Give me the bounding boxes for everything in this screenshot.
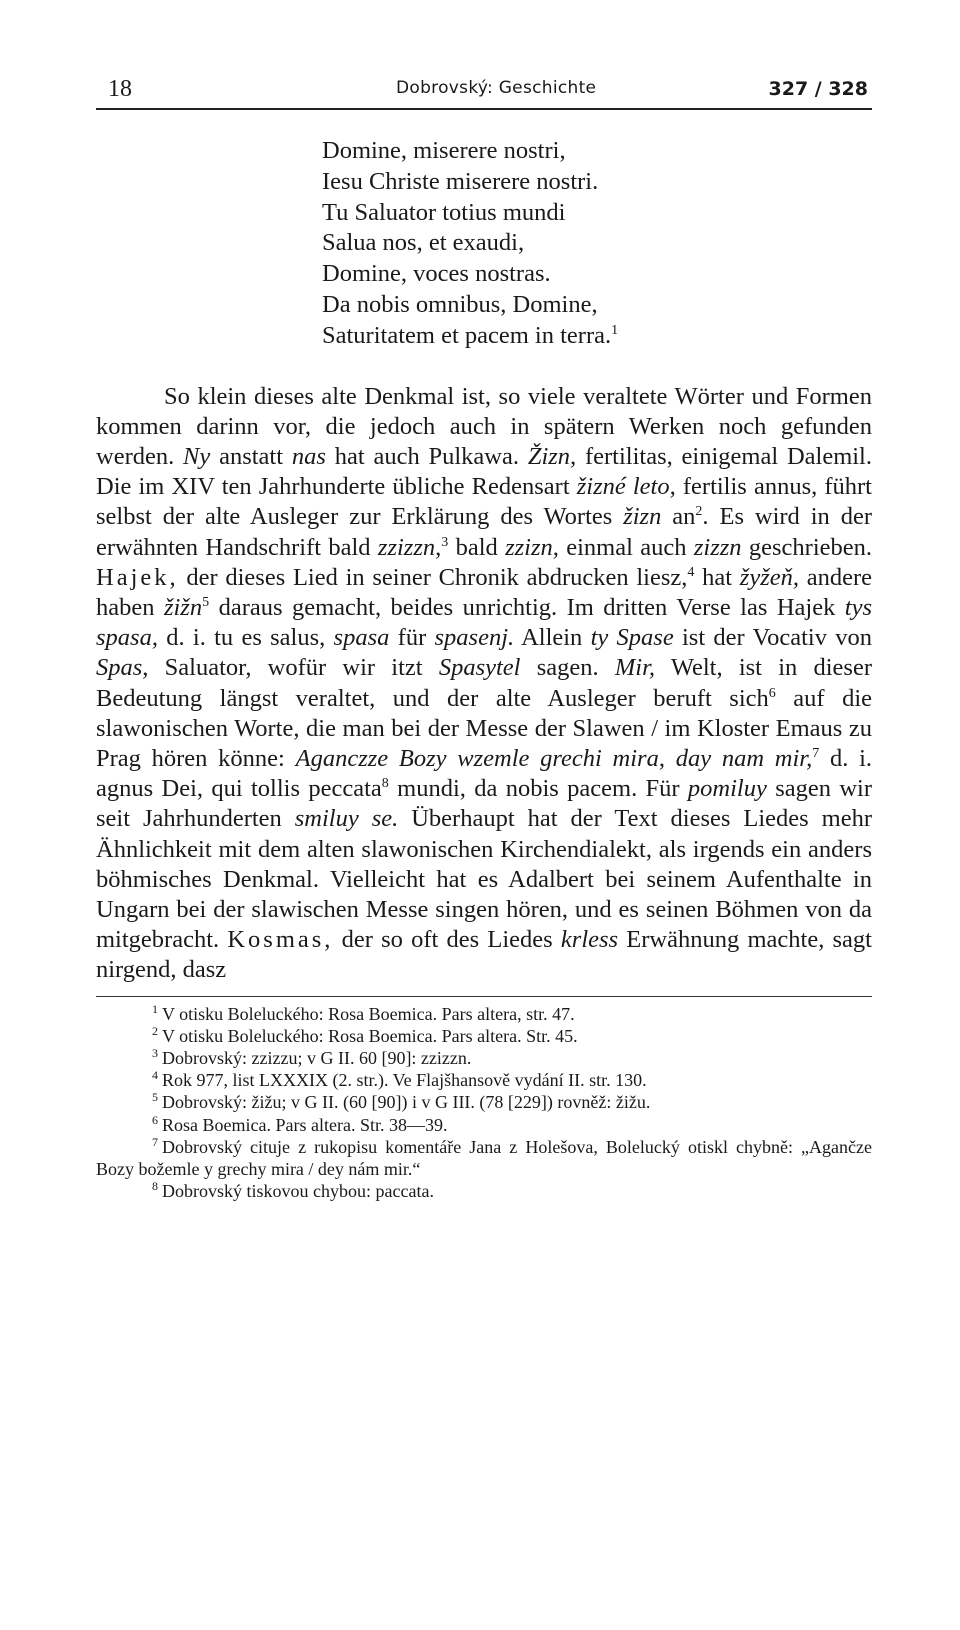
italic-term: žyžeň,	[739, 563, 799, 591]
text-run: Erwähnung machte, sagt nirgend, dasz	[96, 926, 872, 984]
poem-line-last	[322, 321, 872, 352]
text-run: ist der Vocativ von	[673, 624, 872, 652]
italic-term: spasenj.	[434, 624, 515, 652]
footnote-number: 3	[152, 1046, 158, 1061]
footnote-ref: 4	[687, 564, 695, 580]
italic-term: Spas,	[96, 654, 149, 682]
page-header	[96, 76, 872, 110]
footnote-number: 7	[152, 1134, 158, 1149]
text-run: So klein dieses alte Denkmal ist, so viele veraltete Wörter und Formen kommen darinn vor, die jedoch auch in spätern Werken noch gefunden werden.	[96, 382, 872, 470]
text-run: fertilitas, einigemal Dalemil. Die im XIV ten Jahrhunderte übliche Redensart	[96, 442, 872, 501]
footnote-ref: 2	[695, 504, 703, 520]
poem	[322, 136, 872, 352]
italic-term: žizné leto,	[576, 473, 676, 501]
text-run: anstatt	[210, 442, 292, 470]
footnote-ref: 7	[812, 745, 820, 761]
footnote	[96, 1003, 872, 1025]
italic-term: žizn	[623, 503, 662, 531]
text-run: d. i. agnus Dei, qui tollis peccata	[96, 745, 872, 803]
text-run: Welt, ist in dieser Bedeutung längst veraltet, und der alte Ausleger beruft sich	[96, 654, 872, 712]
poem-line: Domine, voces nostras.	[322, 260, 551, 288]
text-run: einmal auch	[558, 533, 694, 561]
poem-line: Salua nos, et exaudi,	[322, 229, 525, 257]
spaced-name: Hajek,	[96, 563, 179, 591]
text-run: . Es wird in der erwähnten Handschrift bald	[96, 503, 873, 561]
footnote-text: V otisku Boleluckého: Rosa Boemica. Pars altera, str. 47.	[162, 1003, 575, 1024]
spaced-name: Kosmas,	[227, 926, 334, 954]
text-run: mundi, da nobis pacem. Für	[388, 775, 688, 803]
footnote-text: Dobrovský: zzizzu; v G II. 60 [90]: zzizzn.	[162, 1048, 472, 1069]
text-run: für	[389, 624, 435, 652]
page-reference: 327 / 328	[768, 78, 868, 100]
footnote	[96, 1180, 872, 1202]
italic-term: smiluy se.	[294, 805, 399, 833]
italic-term: zizzn	[693, 533, 742, 561]
italic-term: Spasytel	[438, 654, 521, 682]
italic-term: pomiluy	[687, 775, 767, 803]
italic-term: krless	[560, 926, 619, 954]
page	[96, 76, 872, 1202]
italic-term: Aganczze Bozy wzemle grechi mira, day nam mir,	[295, 745, 813, 773]
footnote-number: 6	[152, 1112, 158, 1127]
text-run: bald	[448, 533, 506, 561]
body-text	[96, 382, 872, 986]
footnote-text: Rosa Boemica. Pars altera. Str. 38—39.	[162, 1114, 448, 1135]
text-run: hat auch Pulkawa.	[325, 442, 528, 470]
footnote	[96, 1069, 872, 1091]
footnote-text: V otisku Boleluckého: Rosa Boemica. Pars altera. Str. 45.	[162, 1025, 578, 1046]
footnote-number: 1	[152, 1001, 158, 1016]
text-run: geschrieben.	[741, 533, 872, 561]
footnote-text: Dobrovský: žižu; v G II. (60 [90]) i v G III. (78 [229]) rovněž: žižu.	[162, 1092, 651, 1113]
footnote-number: 4	[152, 1068, 158, 1083]
footnote-text: Dobrovský tiskovou chybou: paccata.	[162, 1181, 434, 1202]
paragraph	[96, 382, 872, 986]
footnote-ref: 8	[381, 776, 389, 792]
text-run: fertilis annus, führt selbst der alte Ausleger zur Erklärung des Wortes	[96, 473, 872, 531]
footnote	[96, 1136, 872, 1180]
footnote	[96, 1025, 872, 1047]
text-run: Überhaupt hat der Text dieses Liedes mehr Ähnlichkeit mit dem alten slawonischen Kirchendialekt, als irgends ein anders böhmisches Denkmal. Vielleicht hat es Adalbert bei seinem Aufenthalte in Ungarn bei der slawischen Messe singen hören, und es seinen Böhmen von da mitgebracht.	[96, 805, 872, 954]
poem-line: Iesu Christe miserere nostri.	[322, 167, 599, 195]
footnote	[96, 1114, 872, 1136]
footnote-number: 2	[152, 1023, 158, 1038]
footnote-number: 5	[152, 1090, 158, 1105]
text-run: sagen.	[520, 654, 615, 682]
text-run: andere haben	[96, 563, 872, 621]
footnote	[96, 1091, 872, 1113]
footnote-text: Rok 977, list LXXXIX (2. str.). Ve Flajšhansově vydání II. str. 130.	[162, 1070, 647, 1091]
footnote-text: Dobrovský cituje z rukopisu komentáře Jana z Holešova, Bolelucký otiskl chybně: „Agančze Bozy božemle y grechy mira / dey nám mir.“	[96, 1136, 872, 1180]
footnote-ref: 6	[768, 685, 776, 701]
footnotes	[96, 1003, 872, 1203]
footnote-ref: 3	[441, 534, 449, 550]
running-title: Dobrovský: Geschichte	[396, 78, 597, 98]
italic-term: Žizn,	[527, 442, 577, 470]
page-number: 18	[108, 76, 132, 102]
italic-term: spasa	[333, 624, 390, 652]
poem-line: Domine, miserere nostri,	[322, 137, 566, 164]
footnote-ref: 5	[202, 594, 210, 610]
footnote-number: 8	[152, 1179, 158, 1194]
text-run: sagen wir seit Jahrhunderten	[96, 775, 872, 833]
text-run: d. i. tu es salus,	[157, 624, 334, 652]
italic-term: Ny	[183, 442, 211, 470]
italic-term: tys spasa,	[96, 594, 872, 652]
italic-term: Mir,	[614, 654, 656, 682]
text-run: Allein	[514, 624, 591, 652]
text-run: daraus gemacht, beides unrichtig. Im dritten Verse las Hajek	[209, 594, 845, 621]
italic-term: zzizn,	[505, 533, 559, 561]
footnote-ref: 1	[611, 322, 619, 338]
footnote	[96, 1047, 872, 1069]
text-run: Saluator, wofür wir itzt	[148, 654, 439, 682]
text-run: auf die slawonischen Worte, die man bei der Messe der Slawen / im Kloster Emaus zu Prag hören könne:	[96, 684, 872, 773]
text-run: an	[661, 503, 696, 531]
text-run: der so oft des Liedes	[333, 926, 561, 954]
italic-term: nas	[291, 442, 326, 470]
text-run: hat	[694, 563, 740, 591]
poem-line: Tu Saluator totius mundi	[322, 198, 566, 226]
italic-term: ty Spase	[590, 624, 674, 652]
poem-line: Da nobis omnibus, Domine,	[322, 290, 598, 318]
italic-term: zzizzn,	[377, 533, 442, 561]
poem-line-text: Saturitatem et pacem in terra.	[322, 321, 612, 349]
text-run: der dieses Lied in seiner Chronik abdrucken liesz,	[178, 563, 688, 591]
footnote-divider	[96, 996, 872, 997]
italic-term: žižn	[163, 594, 203, 621]
